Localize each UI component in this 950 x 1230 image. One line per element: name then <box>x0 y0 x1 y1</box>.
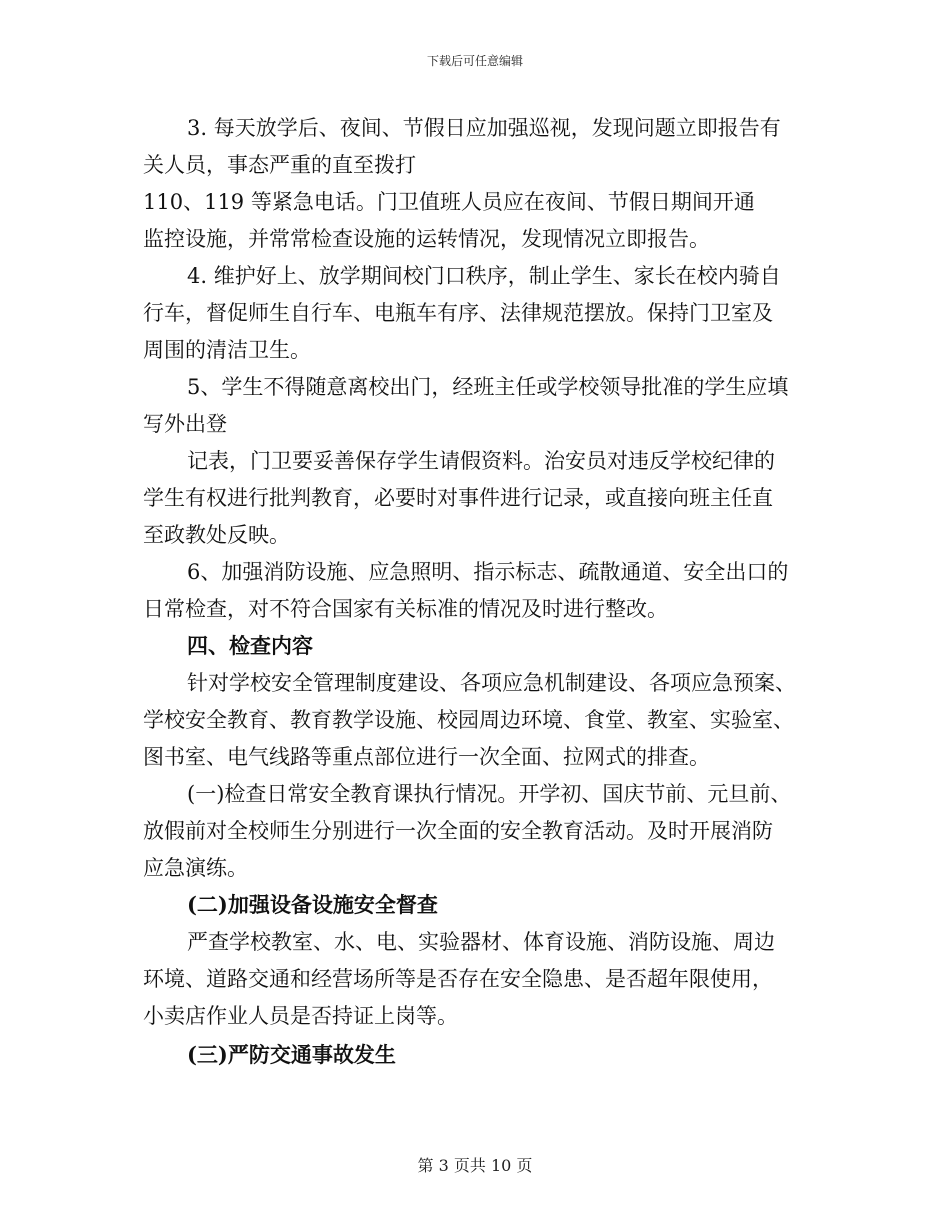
section-heading: 四、检查内容 <box>187 633 313 658</box>
paragraph-line: 关人员，事态严重的直至拨打 <box>143 153 416 177</box>
page-header: 下载后可任意编辑 <box>426 54 523 68</box>
paragraph-line: 行车，督促师生自行车、电瓶车有序、法律规范摆放。保持门卫室及 <box>143 301 773 325</box>
paragraph-line: 严查学校教室、水、电、实验器材、体育设施、消防设施、周边 <box>187 930 775 954</box>
paragraph-line: 图书室、电气线路等重点部位进行一次全面、拉网式的排查。 <box>143 745 710 769</box>
paragraph-line: 监控设施，并常常检查设施的运转情况，发现情况立即报告。 <box>143 227 710 251</box>
paragraph-line: 至政教处反映。 <box>143 523 290 547</box>
paragraph-line: 写外出登 <box>143 412 227 436</box>
paragraph-line: 记表，门卫要妥善保存学生请假资料。治安员对违反学校纪律的 <box>187 449 775 473</box>
paragraph-line: 学生有权进行批判教育，必要时对事件进行记录，或直接向班主任直 <box>143 486 773 510</box>
paragraph-line: 110、119 等紧急电话。门卫值班人员应在夜间、节假日期间开通 <box>143 190 755 214</box>
page-footer: 第 3 页共 10 页 <box>417 1156 533 1175</box>
paragraph-line: 5、学生不得随意离校出门，经班主任或学校领导批准的学生应填 <box>187 375 789 399</box>
paragraph-line: 周围的清洁卫生。 <box>143 338 311 362</box>
paragraph-line: 3. 每天放学后、夜间、节假日应加强巡视，发现问题立即报告有 <box>187 116 781 140</box>
paragraph-line: 6、加强消防设施、应急照明、指示标志、疏散通道、安全出口的 <box>187 560 789 584</box>
paragraph-line: 应急演练。 <box>143 856 248 880</box>
paragraph-line: 针对学校安全管理制度建设、各项应急机制建设、各项应急预案、 <box>187 671 796 695</box>
paragraph-line: 学校安全教育、教育教学设施、校园周边环境、食堂、教室、实验室、 <box>143 708 794 732</box>
paragraph-line: (一)检查日常安全教育课执行情况。开学初、国庆节前、元旦前、 <box>187 782 792 806</box>
subsection-heading: (三)严防交通事故发生 <box>187 1042 396 1067</box>
subsection-heading: (二)加强设备设施安全督查 <box>187 892 438 917</box>
paragraph-line: 放假前对全校师生分别进行一次全面的安全教育活动。及时开展消防 <box>143 819 773 843</box>
paragraph-line: 小卖店作业人员是否持证上岗等。 <box>143 1004 458 1028</box>
paragraph-line: 日常检查，对不符合国家有关标准的情况及时进行整改。 <box>143 597 668 621</box>
paragraph-line: 4. 维护好上、放学期间校门口秩序，制止学生、家长在校内骑自 <box>187 264 781 288</box>
paragraph-line: 环境、道路交通和经营场所等是否存在安全隐患、是否超年限使用， <box>143 967 773 991</box>
